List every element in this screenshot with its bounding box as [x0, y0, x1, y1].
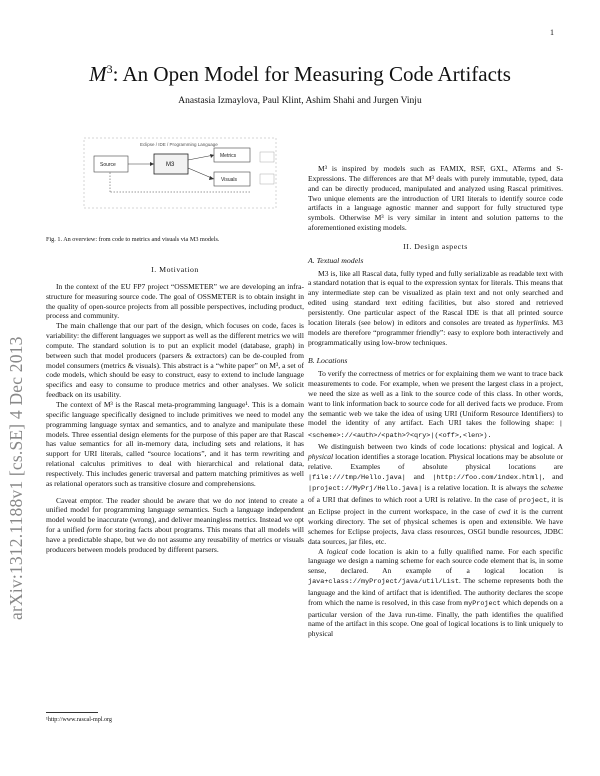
title-math: M — [89, 62, 107, 86]
subsection-b-heading: B. Locations — [308, 356, 348, 366]
arrowhead-3 — [209, 176, 214, 180]
locations-paragraph-1: To verify the correctness of metrics or for explaining them we want to trace back measurements to code. For example, when we present the largest class in a project, we need the size as well as a link to the source code of this class. In other words, want to link information back to source code for all derived facts we produce. From the semantic web we take the idea of using URI (Uniform Resource Identifiers) to model the identity of any artifact. Each URI takes the following shape: |<scheme>://<auth>/<path>?<qry>|(<off>,<len>). — [308, 369, 563, 441]
detail-box-2 — [260, 174, 274, 184]
locations-paragraph-3: A logical code location is akin to a fully qualified name. For each specific language we design a naming scheme for each source code element that is, in some sense, declared. An example of a logical location is java+class://myProject/java/util/List. The scheme represents both the language and the kind of artifact that is identified. The authority declares the scope from which the name is resolved, in this case from myProject which depends on a particular version of the Java run-time. Finally, the path identifies the qualified name of the artifact in this scope. One goal of logical locations is to link uniquely to physical — [308, 546, 564, 639]
visuals-label: Visuals — [221, 177, 238, 183]
footnote-rule — [46, 712, 98, 713]
page-number: 1 — [550, 28, 554, 37]
arrow-m3-metrics — [188, 155, 214, 160]
motivation-paragraph-1: In the context of the EU FP7 project “OSSMETER” we are developing an infra-structure for measuring source code. The goal of OSSMETER is to obtain insight in the quality of open-source projects from all possible perspectives, including product, process and community. — [46, 281, 304, 321]
section-1-heading: I. Motivation — [151, 265, 199, 274]
figure-caption: Fig. 1. An overview: from code to metrics and visuals via M3 models. — [46, 236, 220, 243]
detail-box-1 — [260, 152, 274, 162]
source-label: Source — [100, 162, 116, 168]
author-list: Anastasia Izmaylova, Paul Klint, Ashim Shahi and Jurgen Vinju — [178, 96, 422, 106]
motivation-paragraph-2: The main challenge that our part of the design, which focuses on code, faces is variability: the different languages we support as well as the different metrics we will compute. The standard solution is to put an explicit model (database, graph) in between such that model producers (parsers & extractors) can be de-coupled from model consumers (metrics & visuals). This abstract is a “white paper” on M³, a set of code models, which should be easy to construct, easy to extend to include language specifics and easy to consume to produce metrics and other analyses. We solicit feedback on its usability. — [46, 321, 304, 400]
title-superscript: 3 — [106, 62, 113, 76]
title-text: : An Open Model for Measuring Code Artifacts — [112, 62, 511, 86]
intro-paragraph: M³ is inspired by models such as FAMIX, RSF, GXL, ATerms and S-Expressions. The differences are that M³ deals with purely immutable, typed, data and can be directly produced, manipulated and analyzed using Rascal primitives. Two unique elements are the introduction of URI literals to identify source code artifacts in a language agnostic manner and support for fully structured type symbols. Otherwise M³ is very similar in intent and solution patterns to the aforementioned existing models. — [308, 164, 563, 233]
locations-paragraph-2: We distinguish between two kinds of code locations: physical and logical. A physical location identifies a storage location. Physical locations may be absolute or relative. Examples of absolute physical locations are |file:///tmp/Hello.java| and |http://foo.com/index.html|, and |project://MyPrj/Hello.java| is a relative location. It is always the scheme of a URI that defines to which root a URI is relative. In the case of project, it is an Eclipse project in the current workspace, in the case of cwd it is the current working directory. The set of physical schemes is open and extensible. We have schemes for Eclipse projects, Java class resources, OSGI bundle resources, JDBC data sources, jar files, etc. — [308, 442, 564, 546]
textual-models-paragraph: M3 is, like all Rascal data, fully typed and fully serializable as readable text with a standard notation that is equal to the expression syntax for literals. This means that any intermediate step can be visualized as plain text and not only searched and edited using standard text editing facilities, but also stored and retrieved persistently. One particular aspect of the Rascal IDE is that all printed source location literals (see below) in editors and consoles are treated as hyperlinks. M3 models are therefore “programmer friendly”: easy to explore both interactively and programmatically using low-brow techniques. — [308, 268, 563, 347]
motivation-paragraph-4: Caveat emptor. The reader should be aware that we do not intend to create a unified model for programming language semantics. Such a language independent model would be inaccurate (wrong), and deliver meaningless metrics. Instead we opt for a unified form for storing facts about programs. This means that all models will have a predictable shape, but we do not assume any reusability of metrics or visuals producers between models produced by different parsers. — [46, 495, 305, 554]
ide-label: Eclipse / IDE / Programming Language — [140, 142, 218, 147]
subsection-a-heading: A. Textual models — [308, 255, 364, 265]
overview-figure — [80, 132, 280, 222]
footnote: ¹http://www.rascal-mpl.org — [46, 717, 112, 723]
m3-label: M3 — [166, 162, 175, 168]
section-2-heading: II. Design aspects — [403, 241, 468, 251]
left-column — [46, 236, 304, 555]
right-column — [308, 164, 563, 639]
motivation-paragraph-3: The context of M³ is the Rascal meta-programming language¹. This is a domain specific language specifically designed to include primitives we need to model any programming language syntax and semantics, and to analyze and manipulate these models. Three essential design elements for the purpose of this paper are that Rascal has value semantics for all in-memory data, including sets and relations, it has support for URI literals, called “source locations”, and it has term rewriting and relational calculus primitives to deal with hierarchical and relational data, respectively. This includes generic traversal and pattern matching primitives as well as relational operators such as transitive closure and comprehensions. — [46, 399, 304, 488]
arxiv-stamp: arXiv:1312.1188v1 [cs.SE] 4 Dec 2013 — [6, 336, 26, 620]
arrowhead-2 — [210, 154, 214, 158]
paper-title — [0, 62, 600, 87]
arrowhead-1 — [150, 162, 154, 166]
metrics-label: Metrics — [220, 153, 237, 159]
